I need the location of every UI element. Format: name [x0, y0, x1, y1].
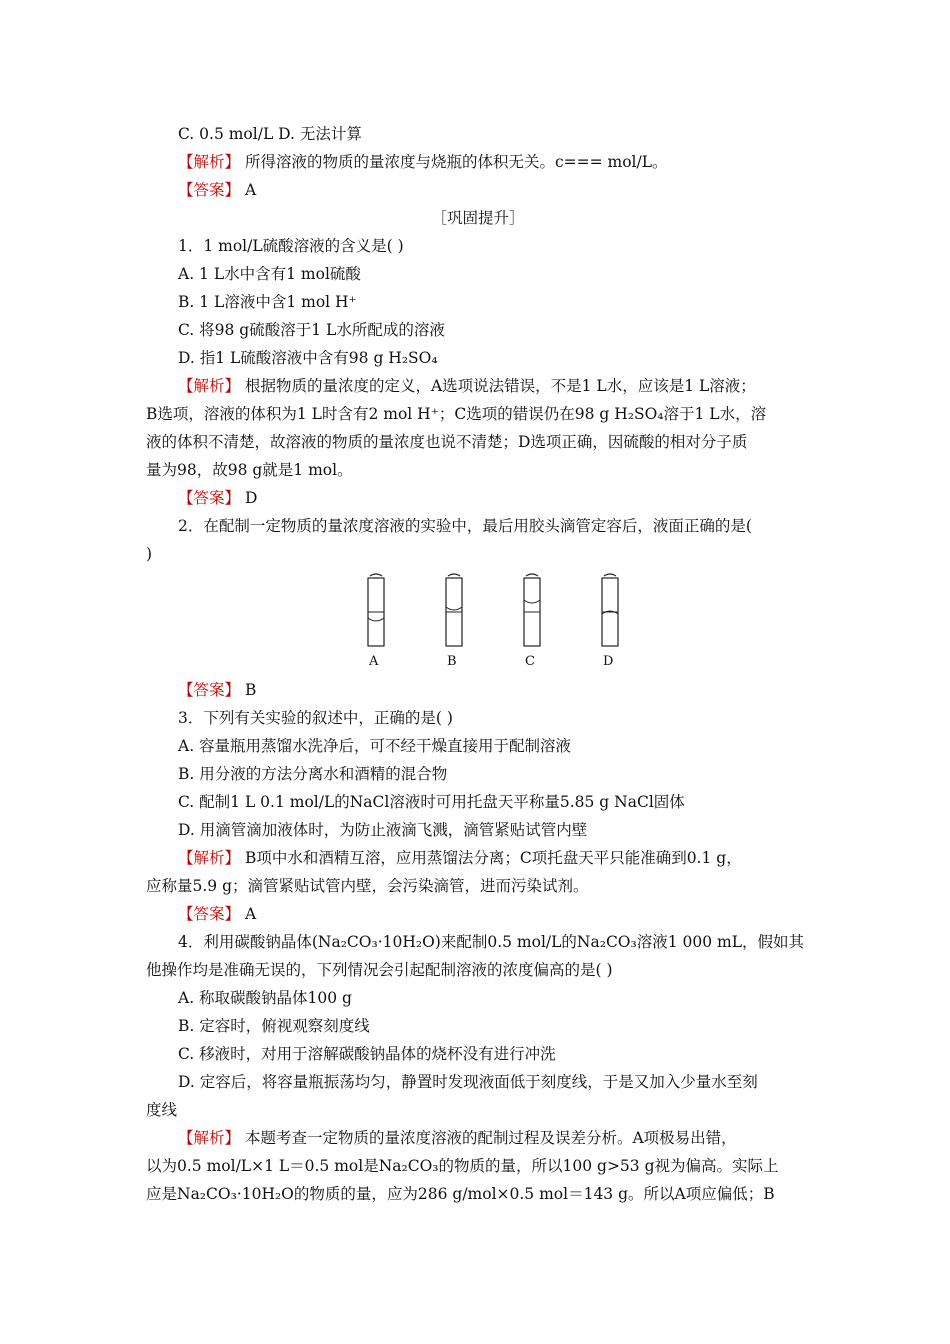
line-text: 他操作均是准确无误的，下列情况会引起配制溶液的浓度偏高的是( ) [146, 961, 613, 979]
line-text: A. 1 L水中含有1 mol硫酸 [178, 265, 361, 283]
text-line [178, 1068, 842, 1096]
text-line [178, 816, 842, 844]
section-heading [146, 204, 810, 232]
tube-c [524, 574, 540, 646]
line-text: A. 称取碳酸钠晶体100 g [178, 989, 352, 1007]
text-line [178, 260, 842, 288]
text-line [178, 732, 842, 760]
text-line [178, 120, 842, 148]
text-line [178, 372, 842, 400]
line-text: ) [146, 545, 153, 563]
text-line [178, 900, 842, 928]
tube-label-b: B [447, 654, 457, 669]
line-text: 度线 [146, 1101, 178, 1119]
line-text: A [240, 181, 257, 199]
text-line [178, 928, 842, 956]
line-text: C. 配制1 L 0.1 mol/L的NaCl溶液时可用托盘天平称量5.85 g NaCl固体 [178, 793, 685, 811]
text-line [178, 788, 842, 816]
label-tag: 【答案】 [178, 181, 241, 199]
tube-a [368, 574, 384, 646]
line-text: 应是Na₂CO₃·10H₂O的物质的量，应为286 g/mol×0.5 mol＝143 g。所以A项应偏低；B [146, 1185, 775, 1203]
text-line [178, 760, 842, 788]
text-line [146, 1180, 810, 1208]
line-text: 量为98，故98 g就是1 mol。 [146, 461, 353, 479]
line-text: D. 指1 L硫酸溶液中含有98 g H₂SO₄ [178, 349, 438, 367]
text-line [178, 288, 842, 316]
text-line [178, 676, 842, 704]
tube-label-d: D [603, 654, 614, 669]
line-text: D [240, 489, 258, 507]
line-text: B. 定容时，俯视观察刻度线 [178, 1017, 370, 1035]
text-line [146, 1152, 810, 1180]
line-text: 4．利用碳酸钠晶体(Na₂CO₃·10H₂O)来配制0.5 mol/L的Na₂CO₃溶液1 000 mL，假如其 [178, 933, 805, 951]
tube-b [446, 574, 462, 646]
label-tag: 【答案】 [178, 905, 241, 923]
label-tag: 【答案】 [178, 489, 241, 507]
line-text: ［巩固提升］ [431, 209, 525, 227]
text-line [178, 484, 842, 512]
tube-label-a: A [369, 654, 379, 669]
line-text: 应称量5.9 g；滴管紧贴试管内壁，会污染滴管，进而污染试剂。 [146, 877, 589, 895]
line-text: C. 将98 g硫酸溶于1 L水所配成的溶液 [178, 321, 445, 339]
line-text: C. 0.5 mol/L D. 无法计算 [178, 125, 362, 143]
line-text: B. 1 L溶液中含1 mol H⁺ [178, 293, 357, 311]
tube-d [602, 574, 618, 646]
line-text: 2．在配制一定物质的量浓度溶液的实验中，最后用胶头滴管定容后，液面正确的是( [178, 517, 752, 535]
text-line [146, 1096, 810, 1124]
line-text: A. 容量瓶用蒸馏水洗净后，可不经干燥直接用于配制溶液 [178, 737, 572, 755]
text-line [146, 400, 810, 428]
text-line [178, 148, 842, 176]
line-text: C. 移液时，对用于溶解碳酸钠晶体的烧杯没有进行冲洗 [178, 1045, 556, 1063]
text-line [178, 1040, 842, 1068]
line-text: B [240, 681, 257, 699]
text-line [146, 456, 810, 484]
line-text: B选项，溶液的体积为1 L时含有2 mol H⁺；C选项的错误仍在98 g H₂SO₄溶于1 L水，溶 [146, 405, 767, 423]
line-text: 1．1 mol/L硫酸溶液的含义是( ) [178, 237, 404, 255]
label-tag: 【解析】 [178, 849, 241, 867]
text-line [146, 428, 810, 456]
text-line [178, 984, 842, 1012]
line-text: 以为0.5 mol/L×1 L＝0.5 mol是Na₂CO₃的物质的量，所以100 g>53 g视为偏高。实际上 [146, 1157, 779, 1175]
text-line [146, 956, 810, 984]
text-line [178, 512, 842, 540]
label-tag: 【解析】 [178, 1129, 241, 1147]
text-line [178, 844, 842, 872]
line-text: 3．下列有关实验的叙述中，正确的是( ) [178, 709, 453, 727]
tube-label-c: C [525, 654, 535, 669]
text-line [178, 1124, 842, 1152]
text-line [178, 316, 842, 344]
line-text: B项中水和酒精互溶，应用蒸馏法分离；C项托盘天平只能准确到0.1 g， [240, 849, 742, 867]
line-text: 所得溶液的物质的量浓度与烧瓶的体积无关。c=== mol/L。 [240, 153, 668, 171]
line-text: 本题考查一定物质的量浓度溶液的配制过程及误差分析。A项极易出错， [240, 1129, 737, 1147]
line-text: 根据物质的量浓度的定义，A选项说法错误，不是1 L水，应该是1 L溶液； [240, 377, 756, 395]
text-line [146, 872, 810, 900]
line-text: B. 用分液的方法分离水和酒精的混合物 [178, 765, 448, 783]
label-tag: 【解析】 [178, 153, 241, 171]
line-text: D. 定容后，将容量瓶振荡均匀，静置时发现液面低于刻度线，于是又加入少量水至刻 [178, 1073, 758, 1091]
label-tag: 【解析】 [178, 377, 241, 395]
tube-figure [352, 572, 632, 652]
text-line [178, 1012, 842, 1040]
label-tag: 【答案】 [178, 681, 241, 699]
text-line [146, 540, 810, 568]
text-line [178, 704, 842, 732]
text-line [178, 176, 842, 204]
text-line [178, 232, 842, 260]
text-line [178, 344, 842, 372]
line-text: D. 用滴管滴加液体时，为防止液滴飞溅，滴管紧贴试管内壁 [178, 821, 588, 839]
line-text: 液的体积不清楚，故溶液的物质的量浓度也说不清楚；D选项正确，因硫酸的相对分子质 [146, 433, 748, 451]
line-text: A [240, 905, 257, 923]
